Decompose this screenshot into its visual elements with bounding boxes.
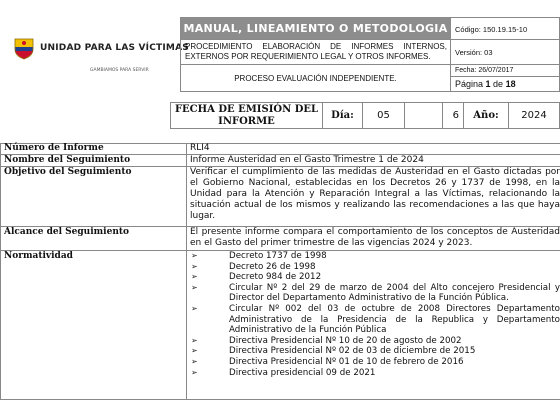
arrow-bullet-icon: ➢ [191,303,198,313]
list-item [190,304,560,336]
list-item-text: Directiva Presidencial Nº 10 de 20 de agosto de 2002 [229,335,462,346]
page-number: 1 [485,79,491,89]
emission-day-value: 05 [363,102,405,129]
arrow-bullet-icon: ➢ [191,272,198,282]
page-indicator [455,77,559,91]
list-item [190,357,560,368]
page-total: 18 [505,79,516,89]
document-header [0,0,560,93]
list-item [190,368,560,379]
list-item-text: Directiva Presidencial Nº 01 de 10 de febrero de 2016 [229,356,464,367]
arrow-bullet-icon: ➢ [191,346,198,356]
emission-month-blank [405,102,443,129]
normatividad-list [190,251,560,378]
row-label: Normatividad [0,251,186,400]
row-label: Nombre del Seguimiento [0,155,186,167]
arrow-bullet-icon: ➢ [191,251,198,260]
process-name: PROCESO EVALUACIÓN INDEPENDIENTE. [180,65,451,92]
emission-month-value: 6 [443,102,464,129]
page-prefix: Página [455,79,486,89]
table-row [0,227,560,251]
row-value: El presente informe compara el comportamiento de los conceptos de Austeridad en el Gasto del primer trimestre de las vigencias 2024 y 2023. [186,227,560,251]
table-row [0,167,560,227]
arrow-bullet-icon: ➢ [191,356,198,366]
table-row [0,155,560,167]
list-item-text: Circular Nº 002 del 03 de octubre de 2008 Directores Departamento Administrativo de la Presidencia de la Republica y Departamento Administrativo de la Función Pública [229,303,560,336]
list-item [190,283,560,304]
emission-year-value: 2024 [509,102,560,129]
list-item-text: Decreto 26 de 1998 [229,261,316,272]
normatividad-cell [186,251,560,400]
list-item [190,262,560,273]
row-label: Objetivo del Seguimiento [0,167,186,227]
list-item [190,251,560,262]
list-item-text: Directiva presidencial 09 de 2021 [229,367,376,378]
arrow-bullet-icon: ➢ [191,335,198,345]
doc-version: Versión: 03 [451,40,560,65]
doc-date: Fecha: 26/07/2017 [451,66,559,77]
list-item-text: Decreto 984 de 2012 [229,272,322,283]
doc-type-title: MANUAL, LINEAMIENTO O METODOLOGIA [180,17,451,40]
doc-code: Código: 150.19.15-10 [451,17,560,40]
arrow-bullet-icon: ➢ [191,367,198,377]
row-value: Informe Austeridad en el Gasto Trimestre 1 de 2024 [186,155,560,167]
table-row [0,251,560,400]
emission-day-label: Día: [323,102,363,129]
list-item [190,272,560,283]
list-item-text: Directiva Presidencial Nº 02 de 03 de diciembre de 2015 [229,346,476,357]
org-name: UNIDAD PARA LAS VÍCTIMAS [40,43,189,53]
row-label: Número de Informe [0,143,186,155]
row-value: Verificar el cumplimiento de las medidas de Austeridad en el Gasto dictadas por el Gobierno Nacional, establecidas en los Decretos 26 y 1737 de 1998, en la Unidad para la Atención y Reparación Integral a las Víctimas, relacionando la situación actual de los mismos y realizando las recomendaciones a las que haya lugar. [186,167,560,227]
list-item [190,346,560,357]
list-item-text: Decreto 1737 de 1998 [229,251,327,261]
arrow-bullet-icon: ➢ [191,261,198,271]
list-item [190,336,560,347]
arrow-bullet-icon: ➢ [191,282,198,292]
row-label: Alcance del Seguimiento [0,227,186,251]
procedure-name: PROCEDIMIENTO ELABORACIÓN DE INFORMES INTERNOS, EXTERNOS POR REQUERIMIENTO LEGAL Y OTROS INFORMES. [180,40,451,65]
emission-year-label: Año: [464,102,509,129]
colombia-coat-of-arms-icon [12,38,36,60]
table-row [0,143,560,155]
emission-date-label: FECHA DE EMISIÓN DEL INFORME [170,102,323,129]
logo-cell [0,0,189,93]
list-item-text: Circular Nº 2 del 29 de marzo de 2004 del Alto concejero Presidencial y Director del Departamento Administrativo de la Función Pública. [229,282,560,304]
org-tagline: GAMBIAMOS PARA SERVIR [90,68,149,73]
row-value: RLI4 [186,143,560,155]
page-mid: de [490,79,506,89]
doc-date-page [451,65,560,92]
